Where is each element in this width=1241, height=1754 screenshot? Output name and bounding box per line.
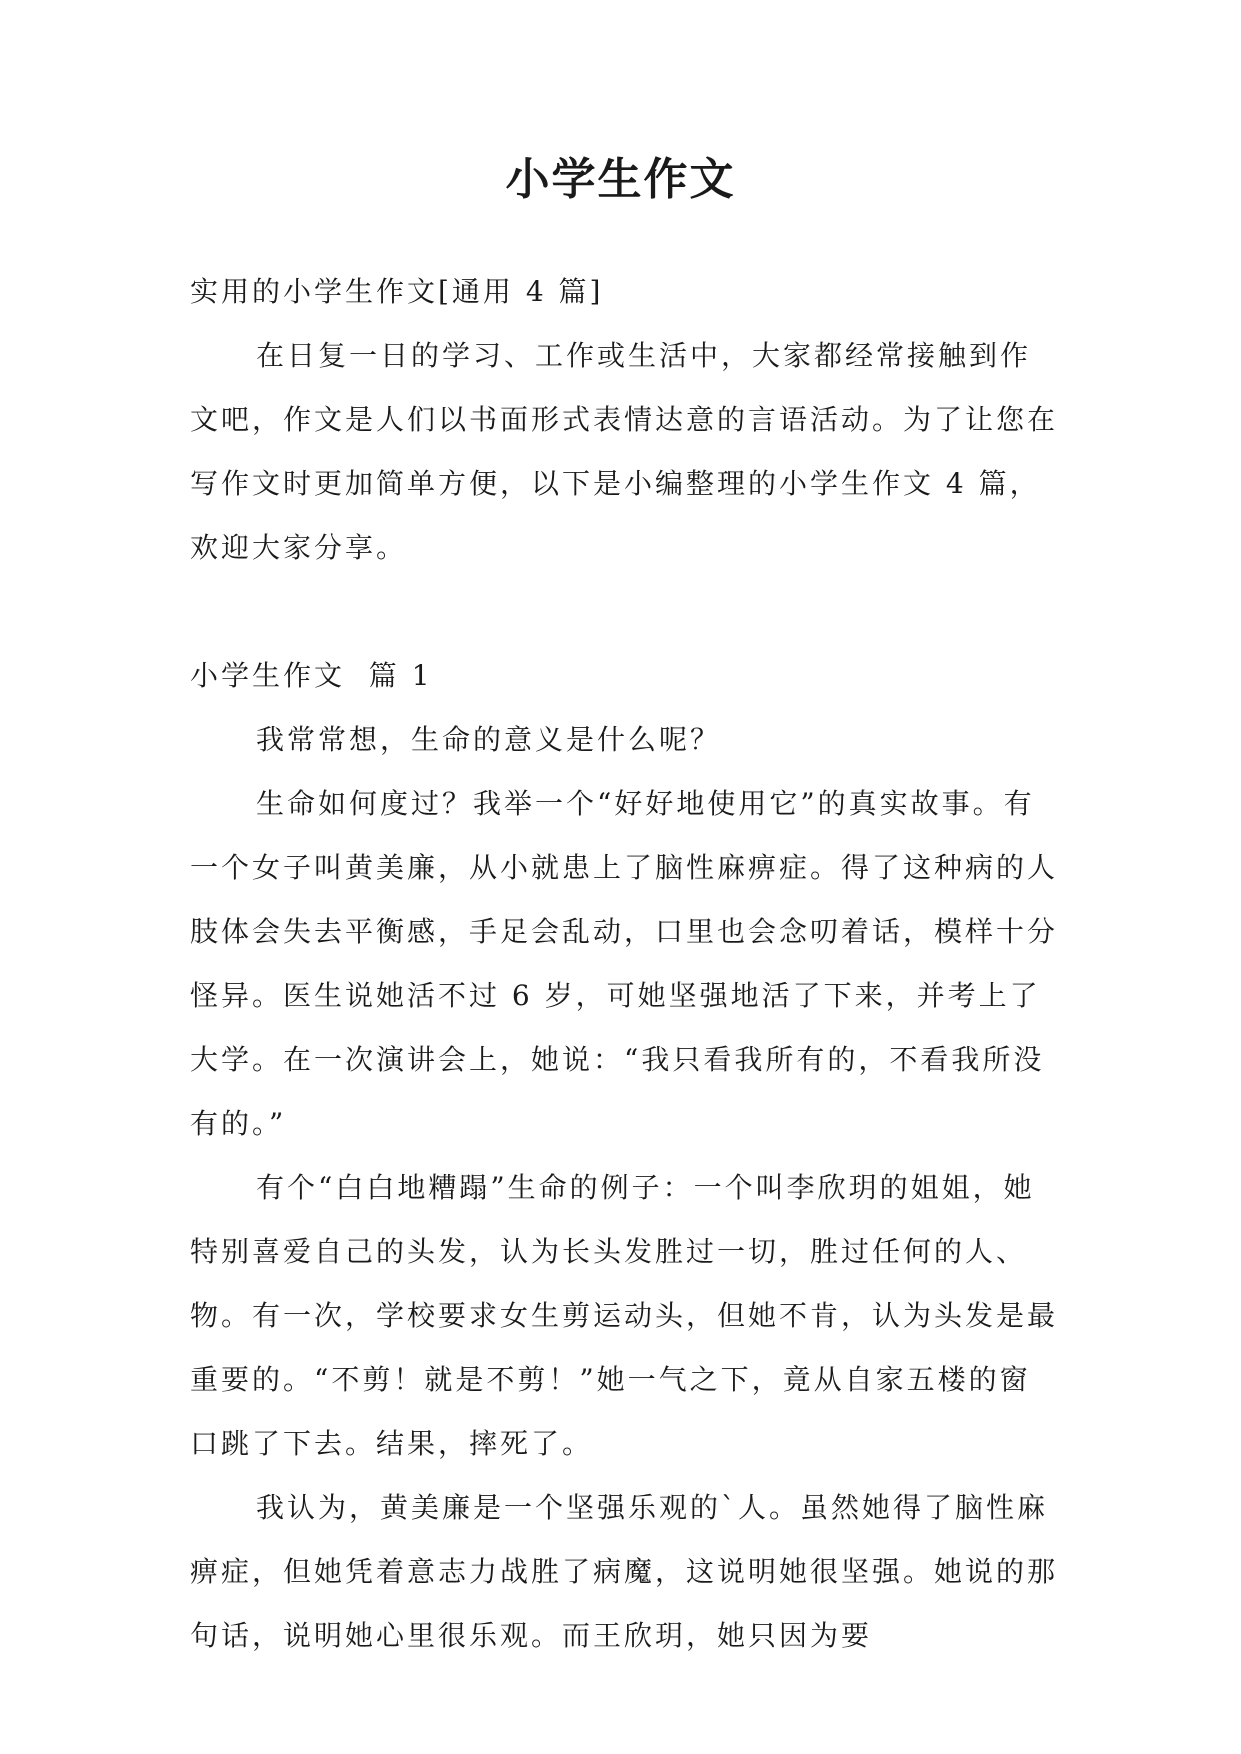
document-subtitle: 实用的小学生作文[通用 4 篇] xyxy=(190,275,604,308)
section-paragraph: 我认为，黄美廉是一个坚强乐观的`人。虽然她得了脑性麻痹症，但她凭着意志力战胜了病魔，这说明她很坚强。她说的那句话，说明她心里很乐观。而王欣玥，她只因为要 xyxy=(190,1491,1059,1652)
section-paragraph: 有个“白白地糟蹋”生命的例子：一个叫李欣玥的姐姐，她特别喜爱自己的头发，认为长头发胜过一切，胜过任何的人、物。有一次，学校要求女生剪运动头，但她不肯，认为头发是最重要的。“不剪！就是不剪！”她一气之下，竟从自家五楼的窗口跳了下去。结果，摔死了。 xyxy=(190,1171,1059,1460)
document-title: 小学生作文 xyxy=(505,154,736,205)
section-heading: 小学生作文 篇 1 xyxy=(190,659,433,692)
section-spacer xyxy=(190,580,1060,644)
intro-paragraph: 在日复一日的学习、工作或生活中，大家都经常接触到作文吧，作文是人们以书面形式表情达意的言语活动。为了让您在写作文时更加简单方便，以下是小编整理的小学生作文 4 篇，欢迎大家分享。 xyxy=(190,339,1059,564)
section-paragraph: 我常常想，生命的意义是什么呢？ xyxy=(256,723,722,756)
document-body xyxy=(190,260,1060,1668)
section-paragraph: 生命如何度过？我举一个“好好地使用它”的真实故事。有一个女子叫黄美廉，从小就患上了脑性麻痹症。得了这种病的人肢体会失去平衡感，手足会乱动，口里也会念叨着话，模样十分怪异。医生说她活不过 6 岁，可她坚强地活了下来，并考上了大学。在一次演讲会上，她说：“我只看我所有的，不看我所没有的。” xyxy=(190,787,1059,1140)
